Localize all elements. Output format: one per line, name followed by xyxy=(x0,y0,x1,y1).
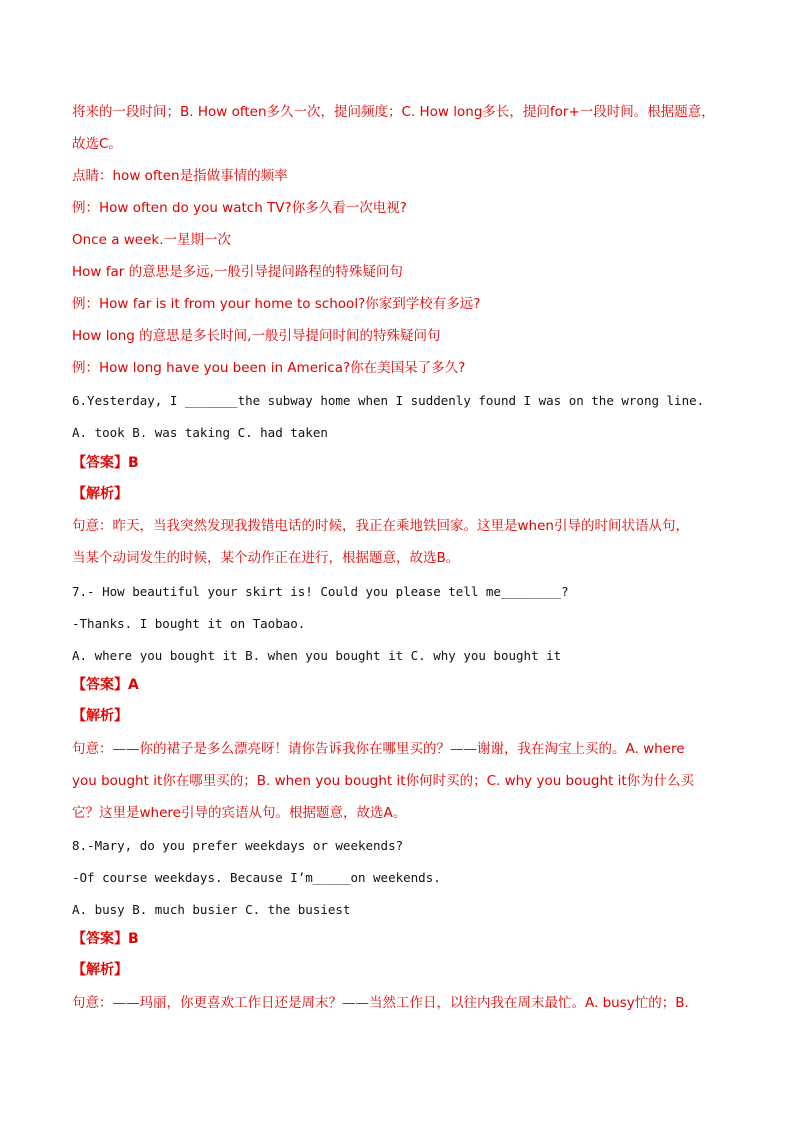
example-line: Once a week.一星期一次 xyxy=(72,232,232,248)
explanation-line: 句意：——你的裙子是多么漂亮呀！请你告诉我你在哪里买的？——谢谢，我在淘宝上买的。A. where xyxy=(72,741,685,757)
example-line: 例：How often do you watch TV?你多久看一次电视? xyxy=(72,200,407,216)
analysis-label: 【解析】 xyxy=(72,486,128,502)
question-6: 6.Yesterday, I _______the subway home when I suddenly found I was on the wrong line. xyxy=(72,393,705,408)
tip-heading: 点睛：how often是指做事情的频率 xyxy=(72,168,288,184)
question-8-options: A. busy B. much busier C. the busiest xyxy=(72,902,351,917)
analysis-label: 【解析】 xyxy=(72,962,128,978)
question-7-options: A. where you bought it B. when you bought it C. why you bought it xyxy=(72,648,562,663)
explanation-line: 将来的一段时间；B. How often多久一次，提问频度；C. How long多长，提问for+一段时间。根据题意， xyxy=(72,104,715,120)
explanation-line: 句意：昨天，当我突然发现我拨错电话的时候，我正在乘地铁回家。这里是when引导的时间状语从句， xyxy=(72,518,689,534)
explanation-line: you bought it你在哪里买的；B. when you bought it你何时买的；C. why you bought it你为什么买 xyxy=(72,773,695,789)
question-6-options: A. took B. was taking C. had taken xyxy=(72,425,328,440)
question-8-reply: -Of course weekdays. Because I’m_____on weekends. xyxy=(72,870,441,885)
question-7-reply: -Thanks. I bought it on Taobao. xyxy=(72,616,306,631)
explanation-line: 句意：——玛丽，你更喜欢工作日还是周末？——当然工作日，以往内我在周末最忙。A. busy忙的；B. xyxy=(72,995,689,1011)
answer-label: 【答案】A xyxy=(72,677,139,693)
analysis-label: 【解析】 xyxy=(72,708,128,724)
example-line: 例：How long have you been in America?你在美国呆了多久? xyxy=(72,360,466,376)
explanation-line: 当某个动词发生的时候，某个动作正在进行，根据题意，故选B。 xyxy=(72,550,460,566)
question-7: 7.- How beautiful your skirt is! Could you please tell me________? xyxy=(72,584,569,599)
explanation-line: How long 的意思是多长时间,一般引导提问时间的特殊疑问句 xyxy=(72,328,441,344)
explanation-line: 故选C。 xyxy=(72,136,122,152)
answer-label: 【答案】B xyxy=(72,931,139,947)
explanation-line: 它？这里是where引导的宾语从句。根据题意，故选A。 xyxy=(72,805,407,821)
answer-label: 【答案】B xyxy=(72,455,139,471)
question-8: 8.-Mary, do you prefer weekdays or weekends? xyxy=(72,838,404,853)
example-line: 例：How far is it from your home to school?你家到学校有多远? xyxy=(72,296,481,312)
explanation-line: How far 的意思是多远,一般引导提问路程的特殊疑问句 xyxy=(72,264,403,280)
